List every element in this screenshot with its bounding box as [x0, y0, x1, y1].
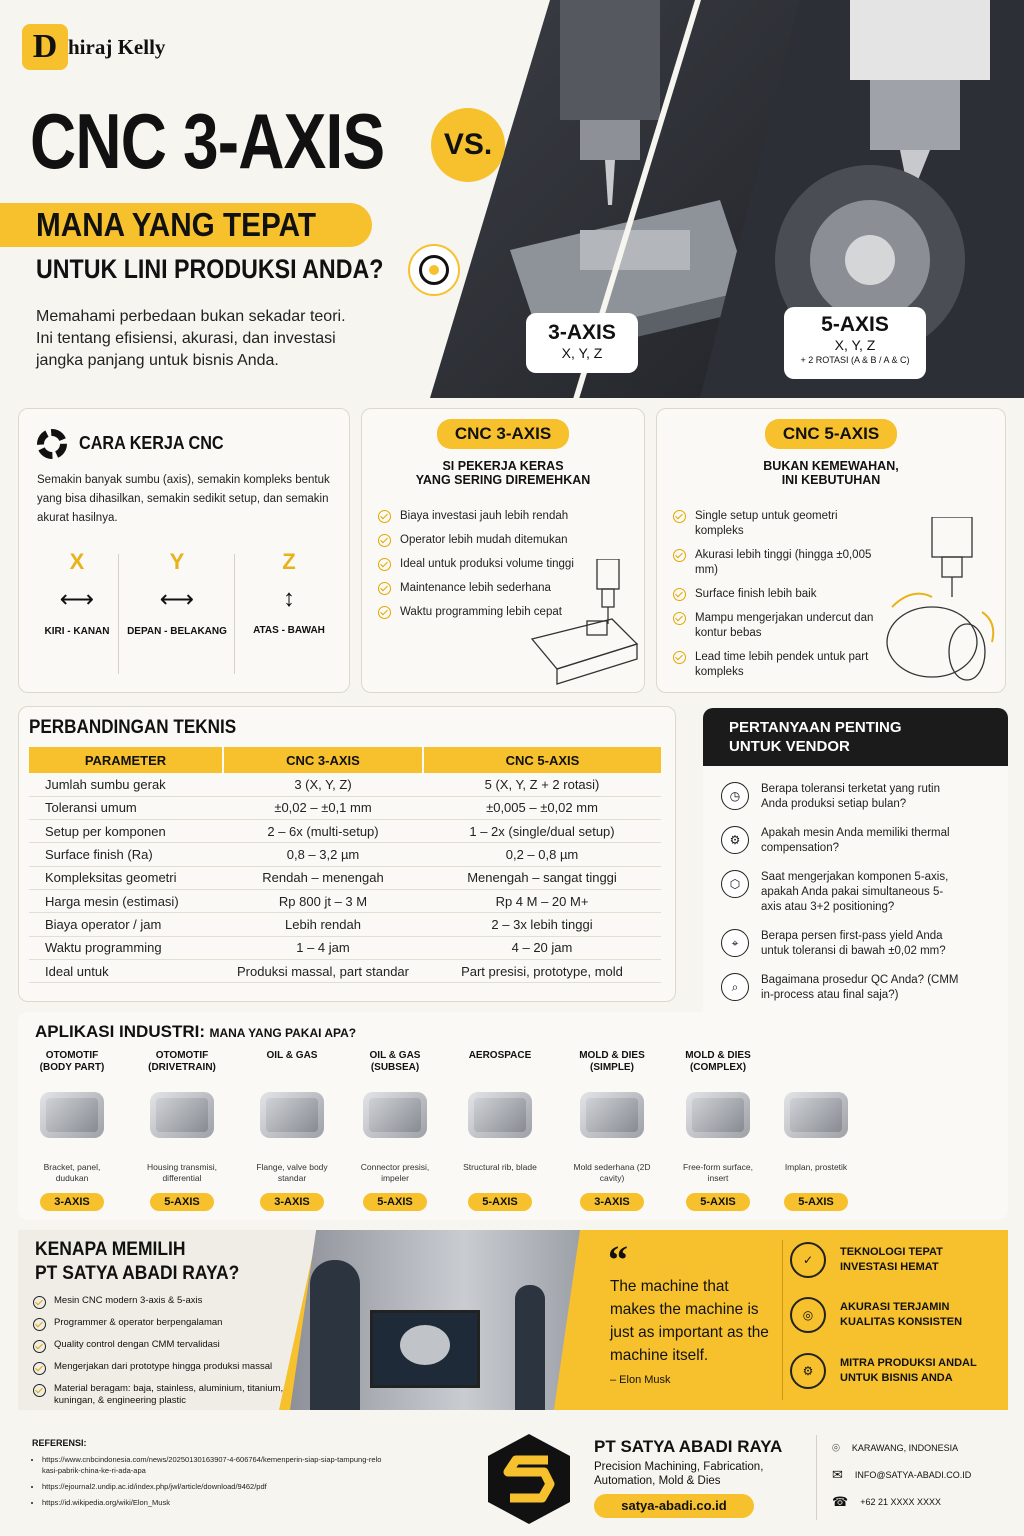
- application-title: OTOMOTIF (DRIVETRAIN): [148, 1050, 216, 1073]
- application-desc: Flange, valve body standar: [256, 1162, 328, 1183]
- inspection-icon: ⌕: [721, 973, 749, 1001]
- intro-line-3: jangka panjang untuk bisnis Anda.: [36, 352, 279, 369]
- list-item: ⚙ Apakah mesin Anda memiliki thermal compensation?: [721, 826, 994, 856]
- list-item: Material beragam: baja, stainless, aluminium, titanium, kuningan, & engineering plastic: [33, 1383, 303, 1407]
- quote-text: The machine that makes the machine is just as important as the machine itself.: [610, 1278, 769, 1364]
- table-cell: Toleransi umum: [29, 796, 223, 819]
- hero-subtitle-2: UNTUK LINI PRODUKSI ANDA?: [36, 254, 384, 284]
- intro-line-1: Memahami perbedaan bukan sekadar teori.: [36, 308, 346, 325]
- target-icon: [408, 244, 460, 296]
- company-name: PT SATYA ABADI RAYA: [594, 1437, 783, 1456]
- label-5axis-title: 5-AXIS: [821, 313, 889, 336]
- axis-badge: 5-AXIS: [468, 1193, 531, 1211]
- check-icon: [673, 510, 686, 523]
- hero-title: CNC 3-AXIS: [30, 97, 385, 185]
- list-item: ◷ Berapa toleransi terketat yang rutin Anda produksi setiap bulan?: [721, 782, 994, 812]
- location-pin-icon: ⌾: [832, 1440, 840, 1455]
- benefit-item: ⚙ MITRA PRODUKSI ANDAL UNTUK BISNIS ANDA: [790, 1353, 982, 1389]
- list-item: ⬡ Saat mengerjakan komponen 5-axis, apakah Anda pakai simultaneous 5-axis atau 3+2 positioning?: [721, 870, 994, 915]
- axis-badge: 3-AXIS: [260, 1193, 323, 1211]
- axis-badge: 5-AXIS: [784, 1193, 847, 1211]
- application-title: OTOMOTIF (BODY PART): [39, 1050, 105, 1073]
- application-item: [132, 1050, 232, 1211]
- part-image-icon: [242, 1080, 342, 1150]
- application-title: OIL & GAS (SUBSEA): [369, 1050, 421, 1073]
- application-item: [562, 1050, 662, 1211]
- gear-icon: [37, 429, 67, 459]
- part-image-icon: [766, 1080, 866, 1150]
- list-item: ⌕ Bagaimana prosedur QC Anda? (CMM in-process atau final saja?): [721, 973, 994, 1003]
- part-image-icon: [562, 1080, 662, 1150]
- table-row: [29, 843, 661, 866]
- double-arrow-horizontal-icon: ⟷: [159, 586, 195, 613]
- benefit-item: ✓ TEKNOLOGI TEPAT INVESTASI HEMAT: [790, 1242, 972, 1278]
- cnc5-heading-1: BUKAN KEMEWAHAN,: [763, 459, 899, 473]
- table-cell: Harga mesin (estimasi): [29, 889, 223, 912]
- benefits-divider: [782, 1240, 783, 1400]
- shield-check-icon: ✓: [790, 1242, 826, 1278]
- axis-divider: [118, 554, 119, 674]
- axis-divider: [234, 554, 235, 674]
- column-header: CNC 5-AXIS: [423, 747, 661, 773]
- column-header: CNC 3-AXIS: [223, 747, 423, 773]
- handshake-icon: ⚙: [790, 1353, 826, 1389]
- part-image-icon: [345, 1080, 445, 1150]
- check-icon: [673, 549, 686, 562]
- check-icon: [378, 582, 391, 595]
- table-cell: Rp 800 jt – 3 M: [223, 889, 423, 912]
- cnc5-feature-list: [673, 509, 883, 689]
- label-3axis-title: 3-AXIS: [548, 321, 616, 344]
- table-cell: 2 – 6x (multi-setup): [223, 820, 423, 843]
- brand-letter: D: [22, 24, 68, 70]
- factory-icon: [33, 1362, 46, 1375]
- table-cell: Menengah – sangat tinggi: [423, 866, 661, 889]
- vise-machining-illustration: [512, 559, 642, 689]
- vendor-header: [703, 708, 1008, 766]
- axis-x-letter: X: [69, 549, 85, 574]
- table-cell: 1 – 4 jam: [223, 936, 423, 959]
- company-website[interactable]: satya-abadi.co.id: [594, 1494, 754, 1518]
- axis-y-desc: DEPAN - BELAKANG: [127, 626, 227, 637]
- references: [32, 1438, 382, 1508]
- axis-y: [123, 549, 231, 637]
- list-item: Quality control dengan CMM tervalidasi: [33, 1339, 303, 1353]
- part-image-icon: [22, 1080, 122, 1150]
- label-3axis: [526, 313, 638, 373]
- double-arrow-horizontal-icon: ⟷: [59, 586, 95, 613]
- application-title: OIL & GAS: [266, 1050, 318, 1061]
- quote-mark-icon: “: [608, 1237, 628, 1282]
- list-item: ⌖ Berapa persen first-pass yield Anda untuk toleransi di bawah ±0,02 mm?: [721, 929, 994, 959]
- cnc5-badge: CNC 5-AXIS: [765, 419, 897, 449]
- check-icon: [378, 606, 391, 619]
- tech-title: PERBANDINGAN TEKNIS: [29, 717, 237, 738]
- rotary-table-illustration: [872, 517, 1002, 687]
- axis-y-letter: Y: [169, 549, 185, 574]
- material-icon: [33, 1384, 46, 1397]
- check-icon: [378, 510, 391, 523]
- list-item: Mesin CNC modern 3-axis & 5-axis: [33, 1295, 303, 1309]
- vs-badge: VS.: [431, 108, 505, 182]
- why-title-1: KENAPA MEMILIH: [35, 1239, 186, 1260]
- label-5axis-rotation: + 2 ROTASI (A & B / A & C): [800, 355, 910, 365]
- table-cell: ±0,02 – ±0,1 mm: [223, 796, 423, 819]
- table-cell: 1 – 2x (single/dual setup): [423, 820, 661, 843]
- apps-title: APLIKASI INDUSTRI: MANA YANG PAKAI APA?: [35, 1022, 357, 1041]
- company-tagline: Precision Machining, Fabrication, Automation, Mold & Dies: [594, 1461, 764, 1487]
- shield-icon: [33, 1340, 46, 1353]
- table-cell: Setup per komponen: [29, 820, 223, 843]
- cnc3-card: [361, 408, 645, 693]
- cube-icon: ⬡: [721, 870, 749, 898]
- list-item: Maintenance lebih sederhana: [378, 581, 588, 596]
- table-cell: Ideal untuk: [29, 959, 223, 982]
- table-cell: Biaya operator / jam: [29, 913, 223, 936]
- axis-badge: 3-AXIS: [580, 1193, 643, 1211]
- tech-comparison-table: [29, 747, 661, 983]
- benefit-item: ◎ AKURASI TERJAMIN KUALITAS KONSISTEN: [790, 1297, 972, 1333]
- user-icon: [33, 1318, 46, 1331]
- company-logo-icon: [486, 1432, 572, 1526]
- part-image-icon: [668, 1080, 768, 1150]
- check-icon: [673, 588, 686, 601]
- list-item: Single setup untuk geometri kompleks: [673, 509, 883, 539]
- references-title: REFERENSI:: [32, 1438, 87, 1448]
- table-cell: Part presisi, prototype, mold: [423, 959, 661, 982]
- application-title: MOLD & DIES (COMPLEX): [685, 1050, 751, 1073]
- check-icon: [673, 651, 686, 664]
- part-image-icon: [132, 1080, 232, 1150]
- contact-email[interactable]: ✉ INFO@SATYA-ABADI.CO.ID: [832, 1467, 972, 1482]
- list-item: Mampu mengerjakan undercut dan kontur bebas: [673, 611, 883, 641]
- vendor-title-2: UNTUK VENDOR: [729, 738, 850, 755]
- brand-name: hiraj Kelly: [68, 34, 166, 59]
- table-cell: Jumlah sumbu gerak: [29, 773, 223, 796]
- measure-icon: ⌖: [721, 929, 749, 957]
- hero-photo-area: [430, 0, 1024, 398]
- part-image-icon: [450, 1080, 550, 1150]
- table-cell: 2 – 3x lebih tinggi: [423, 913, 661, 936]
- application-desc: Connector presisi, impeler: [360, 1162, 430, 1183]
- cnc-3axis-machine-illustration: [430, 0, 1024, 398]
- application-item: [22, 1050, 122, 1211]
- why-title: [35, 1238, 239, 1286]
- quote-author: – Elon Musk: [610, 1374, 671, 1386]
- why-list: [33, 1295, 303, 1407]
- list-item: Akurasi lebih tinggi (hingga ±0,005 mm): [673, 548, 883, 578]
- application-desc: Bracket, panel, dudukan: [43, 1162, 101, 1183]
- application-item: [766, 1050, 866, 1211]
- label-5axis-axes: X, Y, Z: [834, 337, 876, 353]
- table-cell: 3 (X, Y, Z): [223, 773, 423, 796]
- hero-subtitle-1: MANA YANG TEPAT: [36, 206, 316, 243]
- list-item: Programmer & operator berpengalaman: [33, 1317, 303, 1331]
- application-item: [450, 1050, 550, 1211]
- axis-badge: 3-AXIS: [40, 1193, 103, 1211]
- cnc3-heading-2: YANG SERING DIREMEHKAN: [415, 473, 591, 487]
- check-icon: [33, 1296, 46, 1309]
- application-title: [766, 1050, 866, 1080]
- phone-icon: ☎: [832, 1494, 849, 1509]
- hero-intro: [36, 306, 346, 372]
- application-desc: Implan, prostetik: [784, 1162, 848, 1172]
- check-icon: [378, 558, 391, 571]
- application-title: MOLD & DIES (SIMPLE): [579, 1050, 645, 1073]
- list-item: Biaya investasi jauh lebih rendah: [378, 509, 588, 524]
- stopwatch-icon: ◷: [721, 782, 749, 810]
- list-item: Surface finish lebih baik: [673, 587, 883, 602]
- double-arrow-vertical-icon: ↕: [283, 585, 295, 612]
- factory-photo: [290, 1230, 580, 1410]
- tech-comparison-card: [18, 706, 676, 1002]
- gear-icon: ⚙: [721, 826, 749, 854]
- cnc3-badge: CNC 3-AXIS: [437, 419, 569, 449]
- axis-z-desc: ATAS - BAWAH: [253, 625, 325, 636]
- table-cell: Kompleksitas geometri: [29, 866, 223, 889]
- label-5axis: [784, 307, 926, 379]
- table-row: [29, 959, 661, 982]
- label-3axis-axes: X, Y, Z: [561, 345, 603, 361]
- intro-line-2: Ini tentang efisiensi, akurasi, dan investasi: [36, 330, 336, 347]
- application-item: [345, 1050, 445, 1211]
- application-title: AEROSPACE: [468, 1050, 532, 1061]
- table-cell: 0,2 – 0,8 µm: [423, 843, 661, 866]
- table-cell: 0,8 – 3,2 µm: [223, 843, 423, 866]
- list-item: Ideal untuk produksi volume tinggi: [378, 557, 588, 572]
- email-icon: ✉: [832, 1467, 843, 1482]
- table-row: [29, 913, 661, 936]
- axis-x-desc: KIRI - KANAN: [44, 626, 110, 637]
- cnc5-heading-2: INI KEBUTUHAN: [781, 473, 881, 487]
- list-item: Waktu programming lebih cepat: [378, 605, 588, 620]
- contact-location: ⌾ KARAWANG, INDONESIA: [832, 1440, 959, 1455]
- table-cell: Lebih rendah: [223, 913, 423, 936]
- reference-link[interactable]: • https://www.cnbcindonesia.com/news/20250130163907-4-606764/kemenperin-siap-siap-tampung-relokasi-pabrik-china-ke-ri-ada-apa: [42, 1454, 382, 1476]
- axis-z: [241, 549, 337, 636]
- cara-kerja-desc: Semakin banyak sumbu (axis), semakin kompleks bentuk yang bisa dihasilkan, semakin sedikit setup, dan semakin akurat hasilnya.: [37, 474, 330, 524]
- reference-link[interactable]: • https://id.wikipedia.org/wiki/Elon_Musk: [42, 1497, 382, 1508]
- application-desc: Mold sederhana (2D cavity): [573, 1162, 651, 1183]
- cara-kerja-card: [18, 408, 350, 693]
- table-row: [29, 820, 661, 843]
- list-item: Mengerjakan dari prototype hingga produksi massal: [33, 1361, 303, 1375]
- application-desc: Structural rib, blade: [463, 1162, 537, 1172]
- list-item: Operator lebih mudah ditemukan: [378, 533, 588, 548]
- table-cell: Produksi massal, part standar: [223, 959, 423, 982]
- list-item: Lead time lebih pendek untuk part kompleks: [673, 650, 883, 680]
- column-header: PARAMETER: [29, 747, 223, 773]
- axis-badge: 5-AXIS: [363, 1193, 426, 1211]
- cara-kerja-title: CARA KERJA CNC: [79, 433, 224, 453]
- vendor-title-1: PERTANYAAN PENTING: [729, 719, 902, 736]
- table-row: [29, 796, 661, 819]
- brand-logo: [22, 24, 165, 70]
- application-desc: Free-form surface, insert: [683, 1162, 753, 1183]
- table-row: [29, 889, 661, 912]
- table-cell: ±0,005 – ±0,02 mm: [423, 796, 661, 819]
- axis-x: [29, 549, 125, 637]
- table-cell: Rendah – menengah: [223, 866, 423, 889]
- table-cell: Rp 4 M – 20 M+: [423, 889, 661, 912]
- table-cell: Surface finish (Ra): [29, 843, 223, 866]
- axis-z-letter: Z: [282, 549, 296, 574]
- table-row: [29, 936, 661, 959]
- target-icon: ◎: [790, 1297, 826, 1333]
- check-icon: [378, 534, 391, 547]
- why-title-2: PT SATYA ABADI RAYA?: [35, 1263, 240, 1284]
- table-cell: 5 (X, Y, Z + 2 rotasi): [423, 773, 661, 796]
- contact-phone[interactable]: ☎ +62 21 XXXX XXXX: [832, 1494, 942, 1509]
- axis-badge: 5-AXIS: [686, 1193, 749, 1211]
- contact-divider: [816, 1435, 817, 1520]
- application-desc: Housing transmisi, differential: [147, 1162, 217, 1183]
- table-row: [29, 773, 661, 796]
- table-cell: Waktu programming: [29, 936, 223, 959]
- check-icon: [673, 612, 686, 625]
- cnc3-heading-1: SI PEKERJA KERAS: [442, 459, 564, 473]
- application-item: [242, 1050, 342, 1211]
- axis-badge: 5-AXIS: [150, 1193, 213, 1211]
- table-row: [29, 866, 661, 889]
- reference-link[interactable]: • https://ejournal2.undip.ac.id/index.php/jwl/article/download/9462/pdf: [42, 1481, 382, 1492]
- cnc5-card: [656, 408, 1006, 693]
- table-cell: 4 – 20 jam: [423, 936, 661, 959]
- application-item: [668, 1050, 768, 1211]
